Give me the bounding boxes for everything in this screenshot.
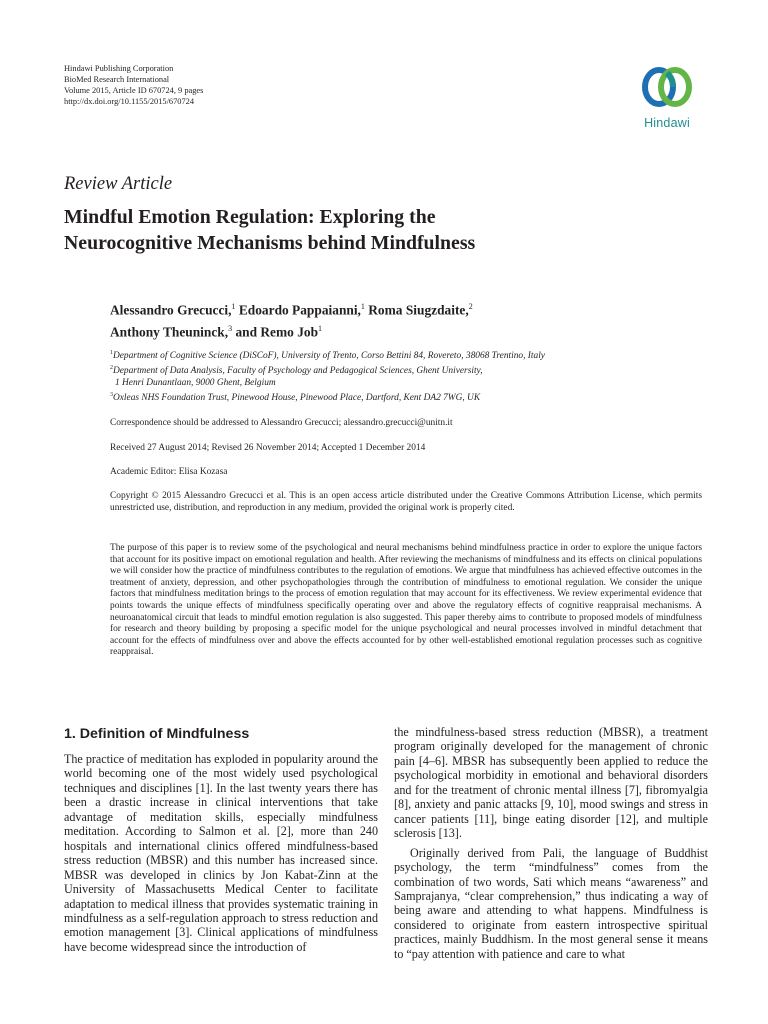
affiliation: $^3$Oxleas NHS Foundation Trust, Pinewood House, Pinewood Place, Dartford, Kent DA2 7WG, UK xyxy=(110,392,481,404)
logo-text: Hindawi xyxy=(644,116,690,130)
author-name: Roma Siugzdaite, xyxy=(368,302,469,318)
academic-editor: Academic Editor: Elisa Kozasa xyxy=(110,467,228,477)
right-column xyxy=(394,725,708,961)
copyright-notice: Copyright © 2015 Alessandro Grecucci et al. This is an open access article distributed under the Creative Commons Attribution License, which permits unrestricted use, distribution, and reproduction in any medium, provided the original work is properly cited. xyxy=(110,491,702,513)
author-name: Edoardo Pappaianni, xyxy=(238,302,361,318)
received-dates: Received 27 August 2014; Revised 26 November 2014; Accepted 1 December 2014 xyxy=(110,443,426,453)
hindawi-logo xyxy=(634,62,700,134)
volume-info: Volume 2015, Article ID 670724, 9 pages xyxy=(64,86,204,95)
section-heading: 1. Definition of Mindfulness xyxy=(64,726,250,742)
paragraph: the mindfulness-based stress reduction (MBSR), a treatment program originally developed for the management of chronic pain [4–6]. MBSR has subsequently been applied to reduce the psychological morbidity in emotional and behavioral disorders and for the treatment of chronic mental illness [7], fibromyalgia [8], anxiety and panic attacks [9, 10], mood swings and stress in cancer patients [11], binge eating disorder [12], and multiple sclerosis [13]. xyxy=(394,725,708,841)
journal-metadata xyxy=(64,63,203,107)
author-name: and Remo Job xyxy=(235,324,319,340)
affiliation-continued: 1 Henri Dunantlaan, 9000 Ghent, Belgium xyxy=(115,378,276,389)
paragraph: The practice of meditation has exploded in popularity around the world becoming one of the most widely used psychological techniques and disciplines [1]. In the last twenty years there has been a drastic increase in clinical interventions that take advantage of meditation skills, especially mindfulness meditation. According to Salmon et al. [2], more than 240 hospitals and international clinics offered mindfulness-based stress reduction (MBSR) and this number has increased since. MBSR was developed in clinics by Jon Kabat-Zinn at the University of Massachusetts Medical Center to facilitate adaptation to medical illness that provides systematic training in mindfulness as a self-regulation approach to stress reduction and emotion management [3]. Clinical applications of mindfulness have become widespread since the introduction of xyxy=(64,752,379,954)
doi-link[interactable]: http://dx.doi.org/10.1155/2015/670724 xyxy=(64,97,195,106)
author-name: Anthony Theuninck, xyxy=(110,324,229,340)
article-type: Review Article xyxy=(64,174,173,194)
paragraph: Originally derived from Pali, the language of Buddhist psychology, the term “mindfulness” comes from the combination of two words, Sati which means “awareness” and Samprajanya, “clear comprehension,” thus indicating a way of being aware and attending to what happens. Mindfulness is considered to originate from eastern introspective spiritual practices, mainly Buddhism. In the most general sense it means to “pay attention with patience and care to what xyxy=(394,845,708,961)
left-column xyxy=(64,752,378,954)
affiliation: $^2$Department of Data Analysis, Faculty of Psychology and Pedagogical Sciences, Ghent University, xyxy=(110,365,483,377)
title-line-2: Neurocognitive Mechanisms behind Mindfulness xyxy=(64,232,476,254)
correspondence: Correspondence should be addressed to Alessandro Grecucci; alessandro.grecucci@unitn.it xyxy=(110,418,453,428)
hindawi-rings-icon xyxy=(634,62,700,112)
journal-name: BioMed Research International xyxy=(64,75,170,84)
affiliations xyxy=(110,347,710,404)
article-title xyxy=(64,204,624,256)
publisher: Hindawi Publishing Corporation xyxy=(64,64,174,73)
affiliation: $^1$Department of Cognitive Science (DiSCoF), University of Trento, Corso Bettini 84, Rovereto, 38068 Trentino, Italy xyxy=(110,350,545,362)
author-name: Alessandro Grecucci, xyxy=(110,302,232,318)
title-line-1: Mindful Emotion Regulation: Exploring the xyxy=(64,206,436,228)
abstract: The purpose of this paper is to review some of the psychological and neural mechanisms behind mindfulness practice in order to explore the unique factors that account for its positive impact on emotional regulation and health. After reviewing the mechanisms of mindfulness and its effects on clinical populations we will consider how the practice of mindfulness contributes to the regulation of emotions. We argue that mindfulness has achieved effective outcomes in the treatment of anxiety, depression, and other psychopathologies through the contribution of mindfulness to emotional regulation. We consider the unique factors that mindfulness meditation brings to the process of emotion regulation that may account for its effectiveness. We review experimental evidence that points towards the unique effects of mindfulness specifically operating over and above the regulatory effects of cognitive reappraisal mechanisms. A neuroanatomical circuit that leads to mindful emotion regulation is also suggested. This paper thereby aims to contribute to proposed models of mindfulness for research and theory building by proposing a specific model for the unique psychological and neural processes involved in mindful detachment that account for the effects of mindfulness over and above the effects accounted for by other well-established emotional regulation processes such as cognitive reappraisal. xyxy=(110,543,702,658)
author-list: Alessandro Grecucci,$^1$ Edoardo Pappaianni,$^1$ Roma Siugzdaite,$^2$ Anthony Theuninck,$^3$ and Remo Job$^1$ xyxy=(110,302,473,340)
